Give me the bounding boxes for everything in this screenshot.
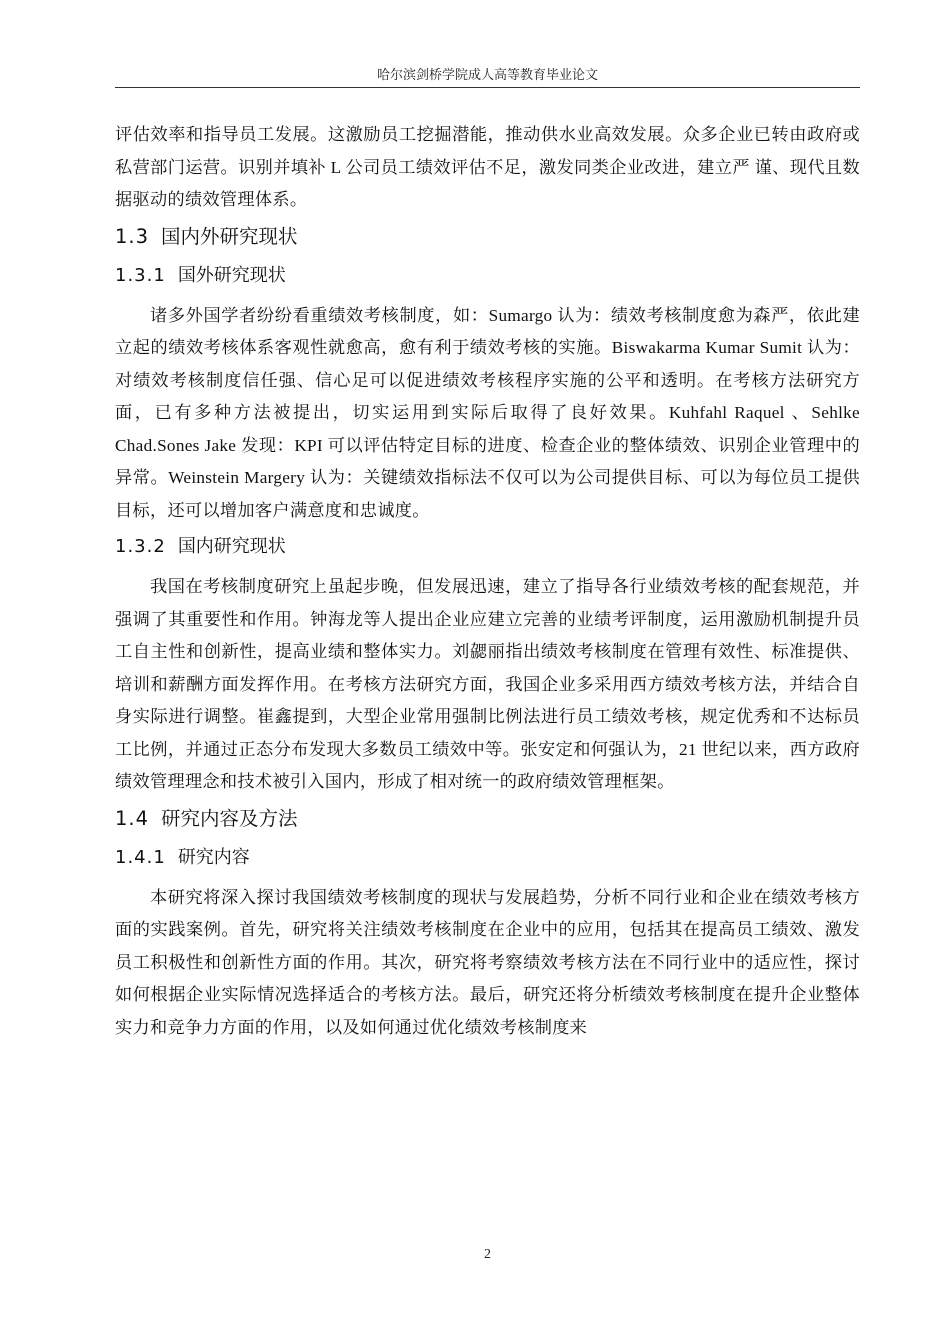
subsection-heading-1-3-2 <box>115 532 860 562</box>
paragraph-research-content: 本研究将深入探讨我国绩效考核制度的现状与发展趋势，分析不同行业和企业在绩效考核方面的实践案例。首先，研究将关注绩效考核制度在企业中的应用，包括其在提高员工绩效、激发员工积极性和创新性方面的作用。其次，研究将考察绩效考核方法在不同行业中的适应性，探讨如何根据企业实际情况选择适合的考核方法。最后，研究还将分析绩效考核制度在提升企业整体实力和竞争力方面的作用，以及如何通过优化绩效考核制度来 <box>115 887 860 1037</box>
subsection-title: 研究内容 <box>177 846 250 868</box>
subsection-title: 国外研究现状 <box>177 264 286 286</box>
paragraph-intro-continued: 评估效率和指导员工发展。这激励员工挖掘潜能，推动供水业高效发展。众多企业已转由政府或私营部门运营。识别并填补 L 公司员工绩效评估不足，激发同类企业改进，建立严 谨、现代且数据驱动的绩效管理体系。 <box>115 125 860 209</box>
subsection-heading-1-4-1 <box>115 843 860 873</box>
section-number: 1.3 <box>115 224 150 248</box>
section-number: 1.4 <box>115 806 150 830</box>
subsection-number: 1.3.2 <box>115 536 166 557</box>
page-number: 2 <box>484 1247 491 1262</box>
section-title: 研究内容及方法 <box>161 806 298 830</box>
subsection-number: 1.4.1 <box>115 846 166 868</box>
subsection-number: 1.3.1 <box>115 264 166 286</box>
section-heading-1-4 <box>115 804 860 834</box>
running-header: 哈尔滨剑桥学院成人高等教育毕业论文 <box>376 68 598 83</box>
section-title: 国内外研究现状 <box>161 224 298 248</box>
header-divider <box>115 87 860 88</box>
subsection-title: 国内研究现状 <box>177 536 286 557</box>
subsection-heading-1-3-1 <box>115 261 860 291</box>
paragraph-foreign-research: 诸多外国学者纷纷看重绩效考核制度，如：Sumargo 认为：绩效考核制度愈为森严，依此建立起的绩效考核体系客观性就愈高，愈有利于绩效考核的实施。Biswakarma Kumar Sumit 认为：对绩效考核制度信任强、信心足可以促进绩效考核程序实施的公平和透明。在考核方法研究方面，已有多种方法被提出，切实运用到实际后取得了良好效果。Kuhfahl Raquel 、Sehlke Chad.Sones Jake 发现：KPI 可以评估特定目标的进度、检查企业的整体绩效、识别企业管理中的异常。Weinstein Margery 认为：关键绩效指标法不仅可以为公司提供目标、可以为每位员工提供目标，还可以增加客户满意度和忠诚度。 <box>115 305 860 520</box>
page-body <box>115 119 860 1044</box>
paragraph-domestic-research: 我国在考核制度研究上虽起步晚，但发展迅速，建立了指导各行业绩效考核的配套规范，并强调了其重要性和作用。钟海龙等人提出企业应建立完善的业绩考评制度，运用激励机制提升员工自主性和创新性，提高业绩和整体实力。刘勰丽指出绩效考核制度在管理有效性、标准提供、培训和薪酬方面发挥作用。在考核方法研究方面，我国企业多采用西方绩效考核方法，并结合自身实际进行调整。崔鑫提到，大型企业常用强制比例法进行员工绩效考核，规定优秀和不达标员工比例，并通过正态分布发现大多数员工绩效中等。张安定和何强认为，21 世纪以来，西方政府绩效管理理念和技术被引入国内，形成了相对统一的政府绩效管理框架。 <box>115 577 860 791</box>
section-heading-1-3 <box>115 222 860 252</box>
